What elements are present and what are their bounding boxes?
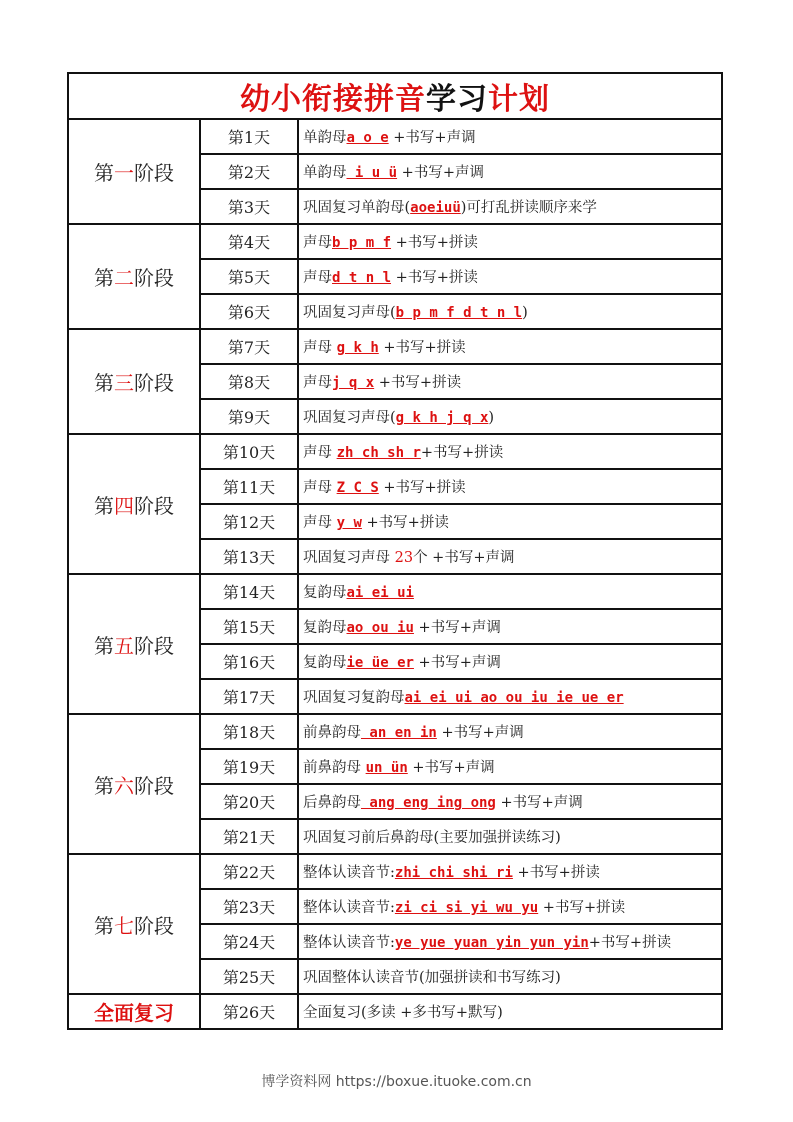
plan-table xyxy=(67,72,723,1030)
day-content xyxy=(298,329,722,364)
stage-suffix: 阶段 xyxy=(134,161,174,185)
day-label: 第4天 xyxy=(200,224,298,259)
content-text: ) xyxy=(488,410,495,426)
day-label: 第10天 xyxy=(200,434,298,469)
day-label: 第9天 xyxy=(200,399,298,434)
stage-suffix: 阶段 xyxy=(134,913,174,938)
content-text: +书写+拼读 xyxy=(378,340,466,356)
pinyin-highlight: ai ei ui xyxy=(346,585,414,601)
footer-watermark: 博学资料网 https://boxue.ituoke.com.cn xyxy=(261,1074,532,1090)
plan-row xyxy=(68,329,722,364)
title-part-2: 学习 xyxy=(426,82,488,117)
day-content xyxy=(298,434,722,469)
pinyin-highlight: j q x xyxy=(332,375,375,391)
day-label: 第15天 xyxy=(200,609,298,644)
stage-number: 七 xyxy=(114,913,134,938)
day-label: 第26天 xyxy=(200,994,298,1029)
day-content xyxy=(298,224,722,259)
day-content xyxy=(298,119,722,154)
final-row xyxy=(68,994,722,1029)
pinyin-highlight: ye yue yuan yin yun yin xyxy=(394,935,589,951)
day-content xyxy=(298,819,722,854)
content-text: +书写+拼读 xyxy=(588,935,672,951)
pinyin-highlight: zi ci si yi wu yu xyxy=(394,900,539,916)
content-text: 巩固复习声母( xyxy=(303,410,396,426)
day-content xyxy=(298,154,722,189)
day-label: 第23天 xyxy=(200,889,298,924)
title-part-3: 计划 xyxy=(488,82,550,117)
stage-label xyxy=(68,434,200,574)
stage-prefix: 第 xyxy=(94,371,114,395)
day-label: 第24天 xyxy=(200,924,298,959)
pinyin-highlight: y w xyxy=(336,515,362,531)
content-text: 前鼻韵母 xyxy=(303,760,366,776)
pinyin-highlight: a o e xyxy=(346,130,389,146)
content-text: 复韵母 xyxy=(303,620,347,636)
plan-row xyxy=(68,714,722,749)
content-text: 巩固复习单韵母( xyxy=(303,200,411,216)
stage-label xyxy=(68,329,200,434)
content-text: 整体认读音节: xyxy=(303,865,395,881)
plan-row xyxy=(68,224,722,259)
content-text: +书写+拼读 xyxy=(361,515,449,531)
stage-suffix: 阶段 xyxy=(134,773,174,798)
content-text: +书写+声调 xyxy=(413,620,501,636)
day-label: 第20天 xyxy=(200,784,298,819)
day-label: 第5天 xyxy=(200,259,298,294)
content-text: 复韵母 xyxy=(303,655,347,671)
content-text: 前鼻韵母 xyxy=(303,725,361,741)
day-label: 第2天 xyxy=(200,154,298,189)
content-text: 声母 xyxy=(303,480,337,496)
content-text: +书写+拼读 xyxy=(538,900,626,916)
content-text: +书写+声调 xyxy=(407,760,495,776)
stage-number: 五 xyxy=(114,633,134,658)
day-label: 第19天 xyxy=(200,749,298,784)
day-content xyxy=(298,364,722,399)
plan-row xyxy=(68,434,722,469)
stage-prefix: 第 xyxy=(94,773,114,798)
day-content xyxy=(298,749,722,784)
stage-number: 四 xyxy=(114,493,134,518)
content-text: 巩固复习声母( xyxy=(303,305,396,321)
content-text: 巩固复习复韵母 xyxy=(303,690,405,706)
content-text: 声母 xyxy=(303,375,332,391)
stage-label xyxy=(68,714,200,854)
title-row xyxy=(68,73,722,119)
content-text: 个 +书写+声调 xyxy=(413,550,515,566)
content-text: +书写+声调 xyxy=(436,725,524,741)
day-label: 第8天 xyxy=(200,364,298,399)
stage-suffix: 阶段 xyxy=(134,371,174,395)
pinyin-highlight: aoeiuü xyxy=(410,200,461,216)
pinyin-highlight: b p m f d t n l xyxy=(395,305,523,321)
day-content xyxy=(298,924,722,959)
day-content: 全面复习(多读 +多书写+默写) xyxy=(298,994,722,1029)
content-text: 声母 xyxy=(303,340,337,356)
pinyin-highlight: zhi chi shi ri xyxy=(394,865,513,881)
day-content xyxy=(298,679,722,714)
content-text: +书写+声调 xyxy=(495,795,583,811)
stage-suffix: 阶段 xyxy=(134,266,174,290)
content-text: 巩固整体认读音节(加强拼读和书写练习) xyxy=(303,970,561,986)
pinyin-highlight: ao ou iu xyxy=(346,620,414,636)
content-text: +书写+声调 xyxy=(388,130,476,146)
stage-label xyxy=(68,574,200,714)
day-label: 第21天 xyxy=(200,819,298,854)
pinyin-highlight: ang eng ing ong xyxy=(361,795,496,811)
day-label: 第18天 xyxy=(200,714,298,749)
content-text: +书写+拼读 xyxy=(420,445,504,461)
content-text: 整体认读音节: xyxy=(303,900,395,916)
day-label: 第11天 xyxy=(200,469,298,504)
title-part-1: 幼小衔接拼音 xyxy=(240,82,426,117)
day-content xyxy=(298,469,722,504)
stage-number: 一 xyxy=(114,161,134,185)
content-text: 巩固复习声母 xyxy=(303,550,395,566)
day-label: 第12天 xyxy=(200,504,298,539)
content-text: 单韵母 xyxy=(303,165,347,181)
stage-label xyxy=(68,854,200,994)
day-label: 第25天 xyxy=(200,959,298,994)
stage-number: 二 xyxy=(114,266,134,290)
day-content xyxy=(298,854,722,889)
content-text: +书写+拼读 xyxy=(391,270,478,286)
content-text: 23 xyxy=(394,550,414,566)
day-content xyxy=(298,574,722,609)
stage-suffix: 阶段 xyxy=(134,633,174,658)
content-text: 声母 xyxy=(303,235,332,251)
content-text: +书写+拼读 xyxy=(391,235,478,251)
pinyin-highlight: ai ei ui ao ou iu ie ue er xyxy=(404,690,624,706)
day-label: 第13天 xyxy=(200,539,298,574)
day-content xyxy=(298,294,722,329)
final-stage-label: 全面复习 xyxy=(68,994,200,1029)
day-content xyxy=(298,714,722,749)
plan-row xyxy=(68,119,722,154)
stage-number: 六 xyxy=(114,773,134,798)
stage-suffix: 阶段 xyxy=(134,493,174,518)
day-content xyxy=(298,889,722,924)
content-text: 巩固复习前后鼻韵母(主要加强拼读练习) xyxy=(303,830,561,846)
content-text: 整体认读音节: xyxy=(303,935,395,951)
day-content xyxy=(298,644,722,679)
content-text: +书写+声调 xyxy=(397,165,484,181)
stage-prefix: 第 xyxy=(94,913,114,938)
stage-prefix: 第 xyxy=(94,161,114,185)
pinyin-highlight: g k h j q x xyxy=(395,410,489,426)
pinyin-highlight: un ün xyxy=(365,760,408,776)
plan-row xyxy=(68,574,722,609)
content-text: +书写+拼读 xyxy=(512,865,600,881)
day-content xyxy=(298,784,722,819)
stage-prefix: 第 xyxy=(94,266,114,290)
day-label: 第14天 xyxy=(200,574,298,609)
pinyin-highlight: ie üe er xyxy=(346,655,414,671)
day-content xyxy=(298,539,722,574)
stage-number: 三 xyxy=(114,371,134,395)
pinyin-highlight: an en in xyxy=(361,725,437,741)
pinyin-highlight: d t n l xyxy=(332,270,392,286)
day-label: 第16天 xyxy=(200,644,298,679)
stage-prefix: 第 xyxy=(94,493,114,518)
content-text: +书写+拼读 xyxy=(378,480,466,496)
day-content xyxy=(298,959,722,994)
day-content xyxy=(298,259,722,294)
day-content xyxy=(298,399,722,434)
content-text: 后鼻韵母 xyxy=(303,795,361,811)
content-text: 复韵母 xyxy=(303,585,347,601)
pinyin-highlight: b p m f xyxy=(332,235,392,251)
content-text: )可打乱拼读顺序来学 xyxy=(460,200,597,216)
day-content xyxy=(298,189,722,224)
day-content xyxy=(298,504,722,539)
day-content xyxy=(298,609,722,644)
pinyin-highlight: g k h xyxy=(336,340,379,356)
day-label: 第22天 xyxy=(200,854,298,889)
content-text: +书写+声调 xyxy=(413,655,501,671)
content-text: 单韵母 xyxy=(303,130,347,146)
pinyin-highlight: zh ch sh r xyxy=(336,445,421,461)
page-title xyxy=(68,73,722,119)
stage-label xyxy=(68,224,200,329)
content-text: ) xyxy=(522,305,528,321)
day-label: 第17天 xyxy=(200,679,298,714)
content-text: 声母 xyxy=(303,270,332,286)
content-text: 声母 xyxy=(303,515,337,531)
content-text: 声母 xyxy=(303,445,337,461)
pinyin-highlight: i u ü xyxy=(346,165,398,181)
stage-label xyxy=(68,119,200,224)
day-label: 第6天 xyxy=(200,294,298,329)
day-label: 第1天 xyxy=(200,119,298,154)
stage-prefix: 第 xyxy=(94,633,114,658)
day-label: 第7天 xyxy=(200,329,298,364)
day-label: 第3天 xyxy=(200,189,298,224)
plan-row xyxy=(68,854,722,889)
pinyin-highlight: Z C S xyxy=(336,480,379,496)
content-text: +书写+拼读 xyxy=(374,375,462,391)
